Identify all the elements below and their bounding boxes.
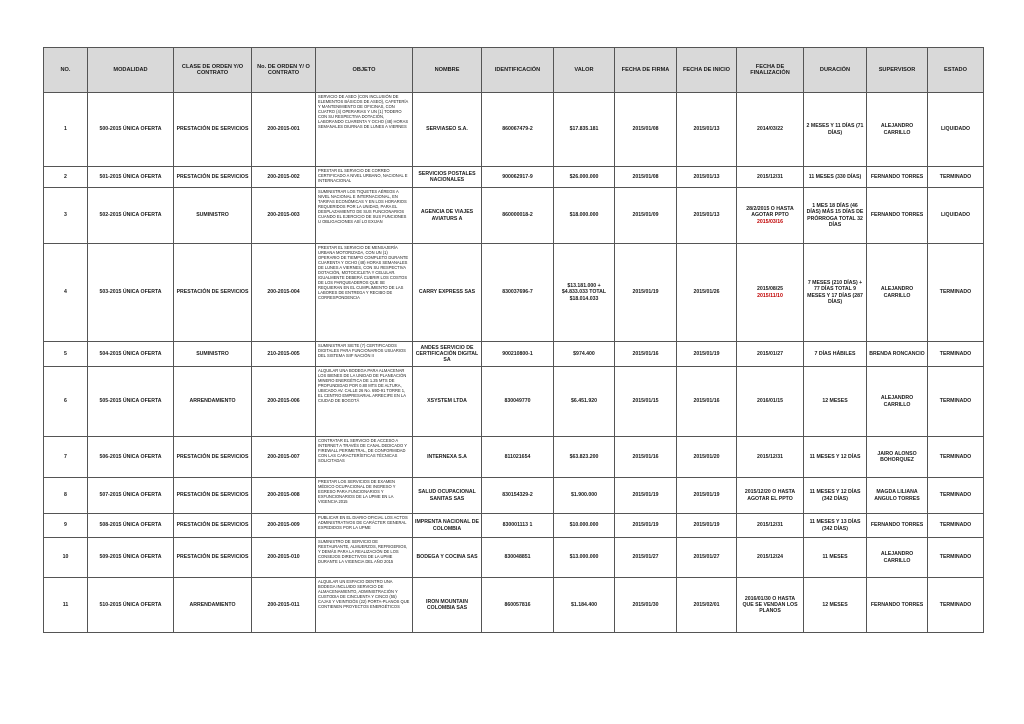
table-row [44,93,984,167]
table-header-row [44,48,984,93]
extended-end-date: 2015/11/10 [757,292,783,299]
table-body [44,93,984,633]
row-number: 5 [44,342,88,367]
name-cell: SERVIASEO S.A. [413,93,482,167]
end-date-cell: 2015/12/20 O HASTA AGOTAR EL PPTO [737,478,804,514]
object-cell: PUBLICAR EN EL DIARIO OFICIAL LOS ACTOS ADMINISTRATIVOS DE CARÁCTER GENERAL EXPEDIDOS POR LA UPME [316,514,413,538]
signing-date-cell: 2015/01/19 [615,478,677,514]
start-date-cell: 2015/01/27 [677,538,737,578]
status-cell: TERMINADO [928,437,984,478]
row-number: 8 [44,478,88,514]
supervisor-cell: FERNANDO TORRES [867,514,928,538]
end-date-cell [737,188,804,244]
modality-cell: 509-2015 ÚNICA OFERTA [88,538,174,578]
start-date-cell: 2015/01/19 [677,478,737,514]
value-cell: $26.000.000 [554,167,615,188]
value-cell: $1.900.000 [554,478,615,514]
contract-number-cell: 200-2015-009 [252,514,316,538]
status-cell: TERMINADO [928,578,984,633]
object-cell: PRESTAR EL SERVICIO DE CORREO CERTIFICADO A NIVEL URBANO, NACIONAL E INTERNACIONAL [316,167,413,188]
row-number: 9 [44,514,88,538]
extended-end-date: 2015/03/16 [757,218,783,225]
contract-number-cell: 200-2015-002 [252,167,316,188]
start-date-cell: 2015/01/13 [677,93,737,167]
object-cell: SUMINISTRO DE SERVICIO DE RESTAURANTE, ALMUERZOS, REFRIGERIOS, Y DEMÁS PARA LA REALIZACIÓN DE LOS CONSEJOS DIRECTIVOS DE LA UPME DURANTE LA VIGENCIA DEL AÑO 2015 [316,538,413,578]
supervisor-cell: FERNANDO TORRES [867,167,928,188]
table-row [44,538,984,578]
column-header: ESTADO [928,48,984,93]
contract-number-cell: 200-2015-004 [252,244,316,342]
value-cell: $13.181.000 + $4.833.033 TOTAL $18.014.033 [554,244,615,342]
end-date-cell: 2015/12/31 [737,437,804,478]
row-number: 1 [44,93,88,167]
signing-date-cell: 2015/01/27 [615,538,677,578]
object-cell: PRESTAR LOS SERVICIOS DE EXAMEN MÉDICO OCUPACIONAL DE INGRESO Y EGRESO PARA FUNCIONARIOS Y EXFUNCIONARIOS DE LA UPME EN LA VIGENCIA 2015 [316,478,413,514]
contract-class-cell: PRESTACIÓN DE SERVICIOS [174,167,252,188]
contract-number-cell: 200-2015-010 [252,538,316,578]
duration-cell: 7 MESES (210 DÍAS) + 77 DÍAS TOTAL 9 MESES Y 17 DÍAS (287 DÍAS) [804,244,867,342]
status-cell: TERMINADO [928,342,984,367]
name-cell: BODEGA Y COCINA SAS [413,538,482,578]
modality-cell: 501-2015 ÚNICA OFERTA [88,167,174,188]
status-cell: TERMINADO [928,244,984,342]
value-cell: $6.451.920 [554,367,615,437]
supervisor-cell: ALEJANDRO CARRILLO [867,93,928,167]
duration-cell: 2 MESES Y 11 DÍAS (71 DÍAS) [804,93,867,167]
status-cell: LIQUIDADO [928,93,984,167]
duration-cell: 12 MESES [804,578,867,633]
contract-number-cell: 200-2015-007 [252,437,316,478]
row-number: 6 [44,367,88,437]
contract-class-cell: PRESTACIÓN DE SERVICIOS [174,93,252,167]
contract-class-cell: ARRENDAMIENTO [174,367,252,437]
object-cell: CONTRATAR EL SERVICIO DE ACCESO A INTERNET A TRAVÉS DE CANAL DEDICADO Y FIREWALL PERIMETRAL, DE CONFORMIDAD CON LAS CARACTERÍSTICAS TÉCNICAS SOLICITADAS [316,437,413,478]
modality-cell: 506-2015 ÚNICA OFERTA [88,437,174,478]
duration-cell: 1 MES 18 DÍAS (46 DÍAS) MÁS 15 DÍAS DE PRÓRROGA TOTAL 32 DÍAS [804,188,867,244]
name-cell: ANDES SERVICIO DE CERTIFICACIÓN DIGITAL SA [413,342,482,367]
supervisor-cell: JAIRO ALONSO BOHORQUEZ [867,437,928,478]
value-cell: $10.000.000 [554,514,615,538]
column-header: NO. [44,48,88,93]
duration-cell: 7 DÍAS HÁBILES [804,342,867,367]
value-cell: $63.823.200 [554,437,615,478]
object-cell: SUMINISTRAR LOS TIQUETES AÉREOS A NIVEL NACIONAL E INTERNACIONAL, EN TARIFAS ECONÓMICAS Y EN LOS HORARIOS REQUERIDOS POR LA UNIDAD, PARA EL DESPLAZAMIENTO DE SUS FUNCIONARIOS CUANDO EL EJERCICIO DE SUS FUNCIONES U OBLIGACIONES ASÍ LO EXIJAN [316,188,413,244]
start-date-cell: 2015/01/16 [677,367,737,437]
row-number: 4 [44,244,88,342]
modality-cell: 508-2015 ÚNICA OFERTA [88,514,174,538]
end-date-cell: 2016/01/15 [737,367,804,437]
signing-date-cell: 2015/01/15 [615,367,677,437]
contract-number-cell: 200-2015-011 [252,578,316,633]
table-row [44,188,984,244]
start-date-cell: 2015/01/13 [677,188,737,244]
name-cell: INTERNEXA S.A [413,437,482,478]
object-cell: ALQUILAR UNA BODEGA PARA ALMACENAR LOS BIENES DE LA UNIDAD DE PLANEACIÓN MINERO ENERGÉTICA DE 1.25 MTS DE PROFUNDIDAD POR 0.80 MTS DE ALTURA, UBICADO AV. CALLE 26 No. 69D-91 TORRE 1, EL CENTRO EMPRESARIAL ARRECIFE EN LA CIUDAD DE BOGOTÁ [316,367,413,437]
signing-date-cell: 2015/01/19 [615,244,677,342]
signing-date-cell: 2015/01/16 [615,437,677,478]
value-cell: $13.000.000 [554,538,615,578]
contract-class-cell: PRESTACIÓN DE SERVICIOS [174,538,252,578]
table-row [44,578,984,633]
signing-date-cell: 2015/01/09 [615,188,677,244]
end-date-cell: 2014/03/22 [737,93,804,167]
duration-cell: 11 MESES Y 12 DÍAS (342 DÍAS) [804,478,867,514]
table-row [44,437,984,478]
id-cell: 900210800-1 [482,342,554,367]
value-cell: $17.835.181 [554,93,615,167]
start-date-cell: 2015/01/26 [677,244,737,342]
name-cell: IRON MOUNTAIN COLOMBIA SAS [413,578,482,633]
end-date-cell: 2015/12/24 [737,538,804,578]
end-date-cell [737,244,804,342]
supervisor-cell: ALEJANDRO CARRILLO [867,367,928,437]
column-header: CLASE DE ORDEN Y/O CONTRATO [174,48,252,93]
column-header: FECHA DE INICIO [677,48,737,93]
object-cell: PRESTAR EL SERVICIO DE MENSAJERÍA URBANA MOTORIZADA, CON UN (1) OPERARIO DE TIEMPO COMPLETO DURANTE CUARENTA Y OCHO (48) HORAS SEMANALES DE LUNES A VIERNES, CON SU RESPECTIVA DOTACIÓN, MOTOCICLETA Y CELULAR. IGUALMENTE DEBERÁ CUBRIR LOS COSTOS DE LOS PARQUEADEROS QUE SE REQUIERAN EN EL CUMPLIMIENTO DE LAS LABORES DE ENTREGA Y RECIBO DE CORRESPONDENCIA [316,244,413,342]
value-cell: $1.184.400 [554,578,615,633]
column-header: IDENTIFICACIÓN [482,48,554,93]
table-row [44,167,984,188]
column-header: OBJETO [316,48,413,93]
status-cell: TERMINADO [928,167,984,188]
contract-class-cell: PRESTACIÓN DE SERVICIOS [174,478,252,514]
signing-date-cell: 2015/01/08 [615,167,677,188]
status-cell: LIQUIDADO [928,188,984,244]
status-cell: TERMINADO [928,367,984,437]
duration-cell: 11 MESES (330 DÍAS) [804,167,867,188]
id-cell: 900062917-9 [482,167,554,188]
row-number: 10 [44,538,88,578]
contract-number-cell: 210-2015-005 [252,342,316,367]
object-cell: ALQUILAR UN ESPACIO DENTRO UNA BODEGA INCLUIDO SERVICIO DE ALMACENAMIENTO, ADMINISTRACIÓN Y CUSTODIA DE CINCUENTA Y CINCO (55) CAJAS Y VEINTIDÓS (22) PORTA-PLANOS QUE CONTIENEN PROYECTOS ENERGÉTICOS [316,578,413,633]
column-header: MODALIDAD [88,48,174,93]
table-row [44,244,984,342]
id-cell: 830154329-2 [482,478,554,514]
start-date-cell: 2015/01/20 [677,437,737,478]
duration-cell: 11 MESES [804,538,867,578]
signing-date-cell: 2015/01/16 [615,342,677,367]
modality-cell: 503-2015 ÚNICA OFERTA [88,244,174,342]
name-cell: CARRY EXPRESS SAS [413,244,482,342]
status-cell: TERMINADO [928,538,984,578]
row-number: 7 [44,437,88,478]
start-date-cell: 2015/01/19 [677,514,737,538]
supervisor-cell: ALEJANDRO CARRILLO [867,244,928,342]
row-number: 2 [44,167,88,188]
column-header: NOMBRE [413,48,482,93]
row-number: 3 [44,188,88,244]
column-header: DURACIÓN [804,48,867,93]
column-header: FECHA DE FINALIZACIÓN [737,48,804,93]
start-date-cell: 2015/02/01 [677,578,737,633]
supervisor-cell: FERNANDO TORRES [867,578,928,633]
duration-cell: 12 MESES [804,367,867,437]
column-header: FECHA DE FIRMA [615,48,677,93]
contract-class-cell: PRESTACIÓN DE SERVICIOS [174,514,252,538]
id-cell: 811021654 [482,437,554,478]
object-cell: SUMINISTRAR SIETE (7) CERTIFICADOS DIGITALES PARA FUNCIONARIOS USUARIOS DEL SISTEMA SIIF NACIÓN II [316,342,413,367]
row-number: 11 [44,578,88,633]
end-date-cell: 2015/01/27 [737,342,804,367]
id-cell: 860057816 [482,578,554,633]
column-header: No. DE ORDEN Y/ O CONTRATO [252,48,316,93]
duration-cell: 11 MESES Y 12 DÍAS [804,437,867,478]
modality-cell: 510-2015 ÚNICA OFERTA [88,578,174,633]
supervisor-cell: BRENDA RONCANCIO [867,342,928,367]
name-cell: AGENCIA DE VIAJES AVIATURS A [413,188,482,244]
duration-cell: 11 MESES Y 13 DÍAS (342 DÍAS) [804,514,867,538]
modality-cell: 505-2015 ÚNICA OFERTA [88,367,174,437]
contract-class-cell: ARRENDAMIENTO [174,578,252,633]
modality-cell: 500-2015 ÚNICA OFERTA [88,93,174,167]
end-date-text: 28/2/2015 O HASTA AGOTAR PPTO [746,206,794,219]
id-cell: 830049770 [482,367,554,437]
contract-class-cell: PRESTACIÓN DE SERVICIOS [174,437,252,478]
supervisor-cell: MAGDA LILIANA ANGULO TORRES [867,478,928,514]
column-header: SUPERVISOR [867,48,928,93]
end-date-cell: 2015/12/31 [737,167,804,188]
name-cell: IMPRENTA NACIONAL DE COLOMBIA [413,514,482,538]
name-cell: SALUD OCUPACIONAL SANITAS SAS [413,478,482,514]
name-cell: SERVICIOS POSTALES NACIONALES [413,167,482,188]
id-cell: 860067479-2 [482,93,554,167]
supervisor-cell: FERNANDO TORRES [867,188,928,244]
start-date-cell: 2015/01/13 [677,167,737,188]
contract-number-cell: 200-2015-006 [252,367,316,437]
table-row [44,367,984,437]
contract-class-cell: PRESTACIÓN DE SERVICIOS [174,244,252,342]
value-cell: $974.400 [554,342,615,367]
signing-date-cell: 2015/01/08 [615,93,677,167]
contract-number-cell: 200-2015-003 [252,188,316,244]
table-row [44,514,984,538]
modality-cell: 504-2015 ÚNICA OFERTA [88,342,174,367]
modality-cell: 502-2015 ÚNICA OFERTA [88,188,174,244]
end-date-text: 2015/08/25 [757,286,783,293]
status-cell: TERMINADO [928,478,984,514]
modality-cell: 507-2015 ÚNICA OFERTA [88,478,174,514]
signing-date-cell: 2015/01/19 [615,514,677,538]
contract-class-cell: SUMINISTRO [174,188,252,244]
contracts-table [43,47,984,633]
table-row [44,342,984,367]
contract-class-cell: SUMINISTRO [174,342,252,367]
column-header: VALOR [554,48,615,93]
name-cell: XSYSTEM LTDA [413,367,482,437]
contract-number-cell: 200-2015-001 [252,93,316,167]
id-cell: 860000018-2 [482,188,554,244]
object-cell: SERVICIO DE ASEO (CON INCLUSIÓN DE ELEMENTOS BÁSICOS DE ASEO), CAFETERÍA Y MANTENIMIENTO DE OFICINAS, CON CUATRO (4) OPERARIAS Y UN (1) TODERO CON SU RESPECTIVA DOTACIÓN, LABORANDO CUARENTA Y OCHO (48) HORAS SEMANALES DIURNAS DE LUNES A VIERNES [316,93,413,167]
value-cell: $18.000.000 [554,188,615,244]
status-cell: TERMINADO [928,514,984,538]
id-cell: 830037696-7 [482,244,554,342]
contracts-sheet [43,47,983,633]
id-cell: 830001113 1 [482,514,554,538]
end-date-cell: 2015/12/31 [737,514,804,538]
end-date-cell: 2016/01/30 O HASTA QUE SE VENDAN LOS PLANOS [737,578,804,633]
signing-date-cell: 2015/01/30 [615,578,677,633]
table-row [44,478,984,514]
id-cell: 830048851 [482,538,554,578]
contract-number-cell: 200-2015-008 [252,478,316,514]
supervisor-cell: ALEJANDRO CARRILLO [867,538,928,578]
start-date-cell: 2015/01/19 [677,342,737,367]
